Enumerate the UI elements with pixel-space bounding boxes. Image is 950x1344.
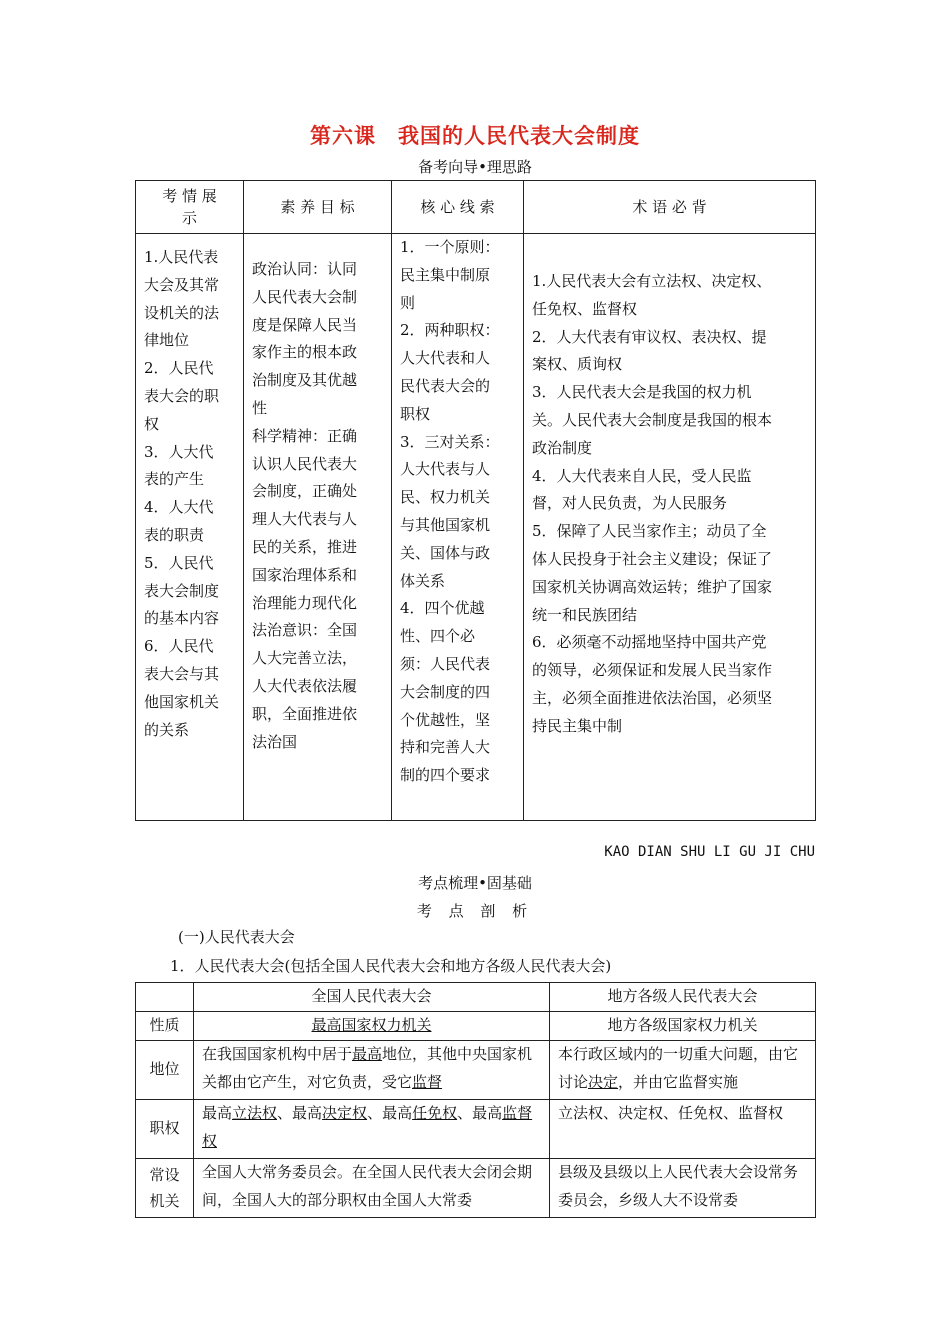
cell-line: 1．一个原则： <box>400 238 500 256</box>
cell-line: 国家治理体系和 <box>252 565 358 584</box>
cell-line: 体关系 <box>400 571 446 590</box>
cell-line: 政治认同：认同 <box>252 260 358 278</box>
cell-line: 职，全面推进依 <box>252 704 358 723</box>
cell-line: 人大代表与人 <box>400 460 491 479</box>
cell-line: 主，必须全面推进依法治国，必须坚 <box>532 688 773 707</box>
local-header: 地方各级人民代表大会 <box>550 983 816 1012</box>
cell-line: 民的关系，推进 <box>252 537 358 556</box>
cell-line: 理人大代表与人 <box>252 510 358 529</box>
page-title: 第六课 我国的人民代表大会制度 <box>310 123 640 148</box>
cell-line: 设机关的法 <box>144 303 220 322</box>
cell-line: 律地位 <box>144 331 190 350</box>
national-standing-body: 全国人大常务委员会。在全国人民代表大会闭会期间，全国人大的部分职权由全国人大常委 <box>194 1159 550 1218</box>
row-label: 常设 机关 <box>136 1159 194 1218</box>
cell-line: 法治意识：全国 <box>252 621 358 640</box>
cell-line: 持和完善人大 <box>400 738 491 757</box>
section-heading: (一)人民代表大会 <box>178 928 295 946</box>
cell-line: 的关系 <box>144 720 190 739</box>
cell-line: 国家机关协调高效运转；维护了国家 <box>532 577 773 596</box>
cell-line: 表的产生 <box>144 470 205 489</box>
cell-line: 的领导，必须保证和发展人民当家作 <box>532 661 773 680</box>
table-row <box>136 1159 816 1218</box>
cell-line: 则 <box>400 293 416 312</box>
cell-line: 关、国体与政 <box>400 543 491 562</box>
national-status: 在我国国家机构中居于最高地位，其他中央国家机关都由它产生，对它负责，受它监督 <box>194 1041 550 1100</box>
national-header: 全国人民代表大会 <box>194 983 550 1012</box>
cell-line: 人民代表大会制 <box>252 287 358 306</box>
row-label: 性质 <box>136 1012 194 1041</box>
cell-line: 表大会与其 <box>144 664 220 683</box>
table-row <box>136 1012 816 1041</box>
cell-line: 4．人大代表来自人民，受人民监 <box>532 466 752 485</box>
header-clues: 核 心 线 索 <box>392 181 524 234</box>
exam-content-cell <box>136 234 244 821</box>
cell-line: 5．人民代 <box>144 553 214 572</box>
congress-table <box>135 982 816 1218</box>
congress-header-row <box>136 983 816 1012</box>
key-terms-cell <box>524 234 816 821</box>
cell-line: 政治制度 <box>532 438 593 457</box>
cell-line: 1.人民代表大会有立法权、决定权、 <box>532 272 772 290</box>
local-status: 本行政区域内的一切重大问题，由它讨论决定，并由它监督实施 <box>550 1041 816 1100</box>
cell-line: 个优越性，坚 <box>400 710 491 729</box>
cell-line: 持民主集中制 <box>532 716 623 735</box>
cell-line: 关。人民代表大会制度是我国的根本 <box>532 410 773 429</box>
cell-line: 1.人民代表 <box>144 248 219 266</box>
cell-line: 表的职责 <box>144 525 205 544</box>
overview-header-row <box>136 181 816 234</box>
cell-line: 性、四个必 <box>400 627 476 646</box>
section-subtitle-3: 考 点 剖 析 <box>416 902 534 920</box>
cell-line: 统一和民族团结 <box>532 605 638 624</box>
cell-line: 案权、质询权 <box>532 355 623 374</box>
cell-line: 3．三对关系： <box>400 432 500 451</box>
cell-line: 治理能力现代化 <box>252 593 358 612</box>
cell-line: 民主集中制原 <box>400 265 491 284</box>
header-exam: 考 情 展 示 <box>136 181 244 234</box>
cell-line: 治制度及其优越 <box>252 371 358 390</box>
cell-line: 大会及其常 <box>144 275 220 294</box>
cell-line: 4．四个优越 <box>400 599 485 618</box>
cell-line: 2．人民代 <box>144 359 214 378</box>
local-nature: 地方各级国家权力机关 <box>550 1012 816 1041</box>
subsection-heading: 1．人民代表大会(包括全国人民代表大会和地方各级人民代表大会) <box>170 957 612 975</box>
cell-line: 性 <box>252 398 268 417</box>
cell-line: 职权 <box>400 404 431 423</box>
core-clues-cell <box>392 234 524 821</box>
local-standing-body: 县级及县级以上人民代表大会设常务委员会，乡级人大不设常委 <box>550 1159 816 1218</box>
cell-line: 须：人民代表 <box>400 654 491 673</box>
cell-line: 法治国 <box>252 732 298 751</box>
empty-header-cell <box>136 983 194 1012</box>
local-powers: 立法权、决定权、任免权、监督权 <box>550 1100 816 1159</box>
cell-line: 人大代表和人 <box>400 349 491 368</box>
cell-line: 家作主的根本政 <box>252 343 358 362</box>
cell-line: 民、权力机关 <box>400 488 491 507</box>
row-label: 地位 <box>136 1041 194 1100</box>
cell-line: 表大会制度 <box>144 581 220 600</box>
pinyin-heading: KAO DIAN SHU LI GU JI CHU <box>604 844 815 860</box>
section-subtitle: 备考向导•理思路 <box>418 158 532 176</box>
cell-line: 督，对人民负责，为人民服务 <box>532 494 728 513</box>
national-powers: 最高立法权、最高决定权、最高任免权、最高监督权 <box>194 1100 550 1159</box>
header-literacy: 素 养 目 标 <box>244 181 392 234</box>
cell-line: 5．保障了人民当家作主；动员了全 <box>532 522 767 541</box>
cell-line: 民代表大会的 <box>400 376 491 395</box>
cell-line: 认识人民代表大 <box>252 454 358 473</box>
header-terms: 术 语 必 背 <box>524 181 816 234</box>
cell-line: 科学精神：正确 <box>252 426 358 445</box>
cell-line: 会制度，正确处 <box>252 482 358 501</box>
cell-line: 权 <box>144 414 160 433</box>
overview-table <box>135 180 816 821</box>
cell-line: 他国家机关 <box>144 692 220 711</box>
cell-line: 人大代表依法履 <box>252 676 358 695</box>
table-row <box>136 1041 816 1100</box>
cell-line: 制的四个要求 <box>400 766 491 785</box>
national-nature: 最高国家权力机关 <box>194 1012 550 1041</box>
cell-line: 3．人大代 <box>144 442 214 461</box>
cell-line: 表大会的职 <box>144 386 220 405</box>
cell-line: 4．人大代 <box>144 498 214 517</box>
cell-line: 6．人民代 <box>144 637 214 656</box>
cell-line: 的基本内容 <box>144 609 220 628</box>
row-label: 职权 <box>136 1100 194 1159</box>
cell-line: 大会制度的四 <box>400 682 491 701</box>
cell-line: 度是保障人民当 <box>252 315 358 334</box>
section-subtitle-2: 考点梳理•固基础 <box>418 874 532 892</box>
cell-line: 与其他国家机 <box>400 515 491 534</box>
cell-line: 6．必须毫不动摇地坚持中国共产党 <box>532 633 767 652</box>
cell-line: 2．人大代表有审议权、表决权、提 <box>532 327 767 346</box>
literacy-goals-cell <box>244 234 392 821</box>
cell-line: 3．人民代表大会是我国的权力机 <box>532 383 752 402</box>
cell-line: 2．两种职权： <box>400 321 500 340</box>
table-row <box>136 1100 816 1159</box>
cell-line: 体人民投身于社会主义建设；保证了 <box>532 549 773 568</box>
overview-body-row <box>136 234 816 821</box>
cell-line: 人大完善立法， <box>252 649 358 668</box>
cell-line: 任免权、监督权 <box>532 299 638 318</box>
